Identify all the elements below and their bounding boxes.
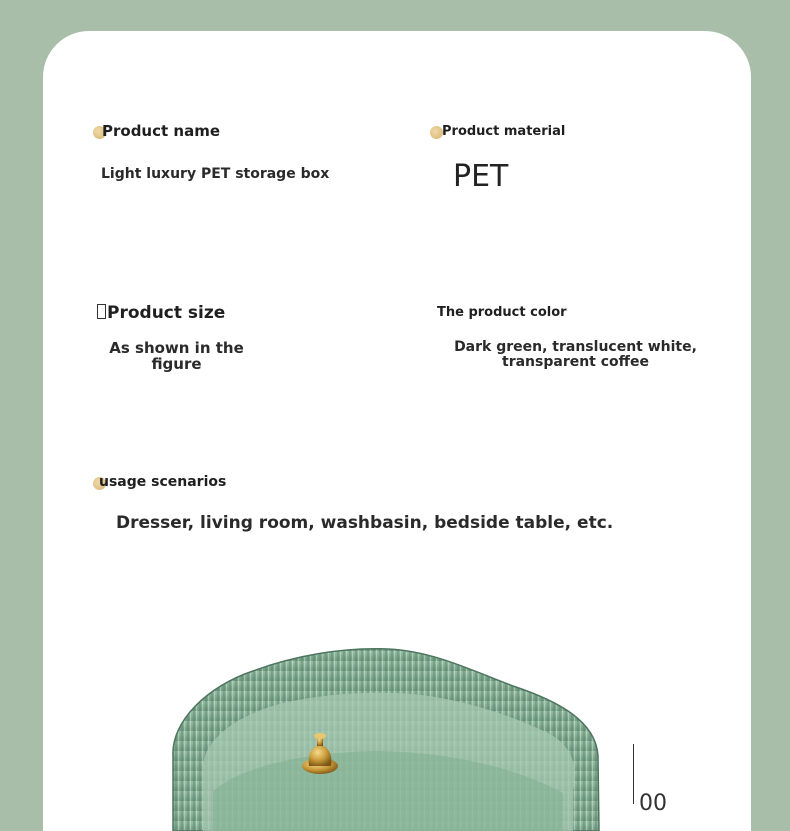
product-name-label: Product name <box>102 122 221 140</box>
product-color-label: The product color <box>437 305 567 320</box>
dimension-line <box>633 744 634 804</box>
product-size-label: Product size <box>107 303 226 323</box>
product-material-label: Product material <box>442 124 566 139</box>
product-material-value: PET <box>453 159 509 194</box>
storage-box-image <box>43 31 751 831</box>
product-info-card <box>43 31 751 831</box>
product-size-value: As shown in the figure <box>109 339 244 373</box>
dimension-label: 00 <box>639 791 667 816</box>
usage-scenarios-label: usage scenarios <box>99 474 227 490</box>
product-color-value: Dark green, translucent white, transparent coffee <box>454 339 697 370</box>
usage-scenarios-value: Dresser, living room, washbasin, bedside table, etc. <box>116 513 614 533</box>
product-name-value: Light luxury PET storage box <box>101 166 330 182</box>
